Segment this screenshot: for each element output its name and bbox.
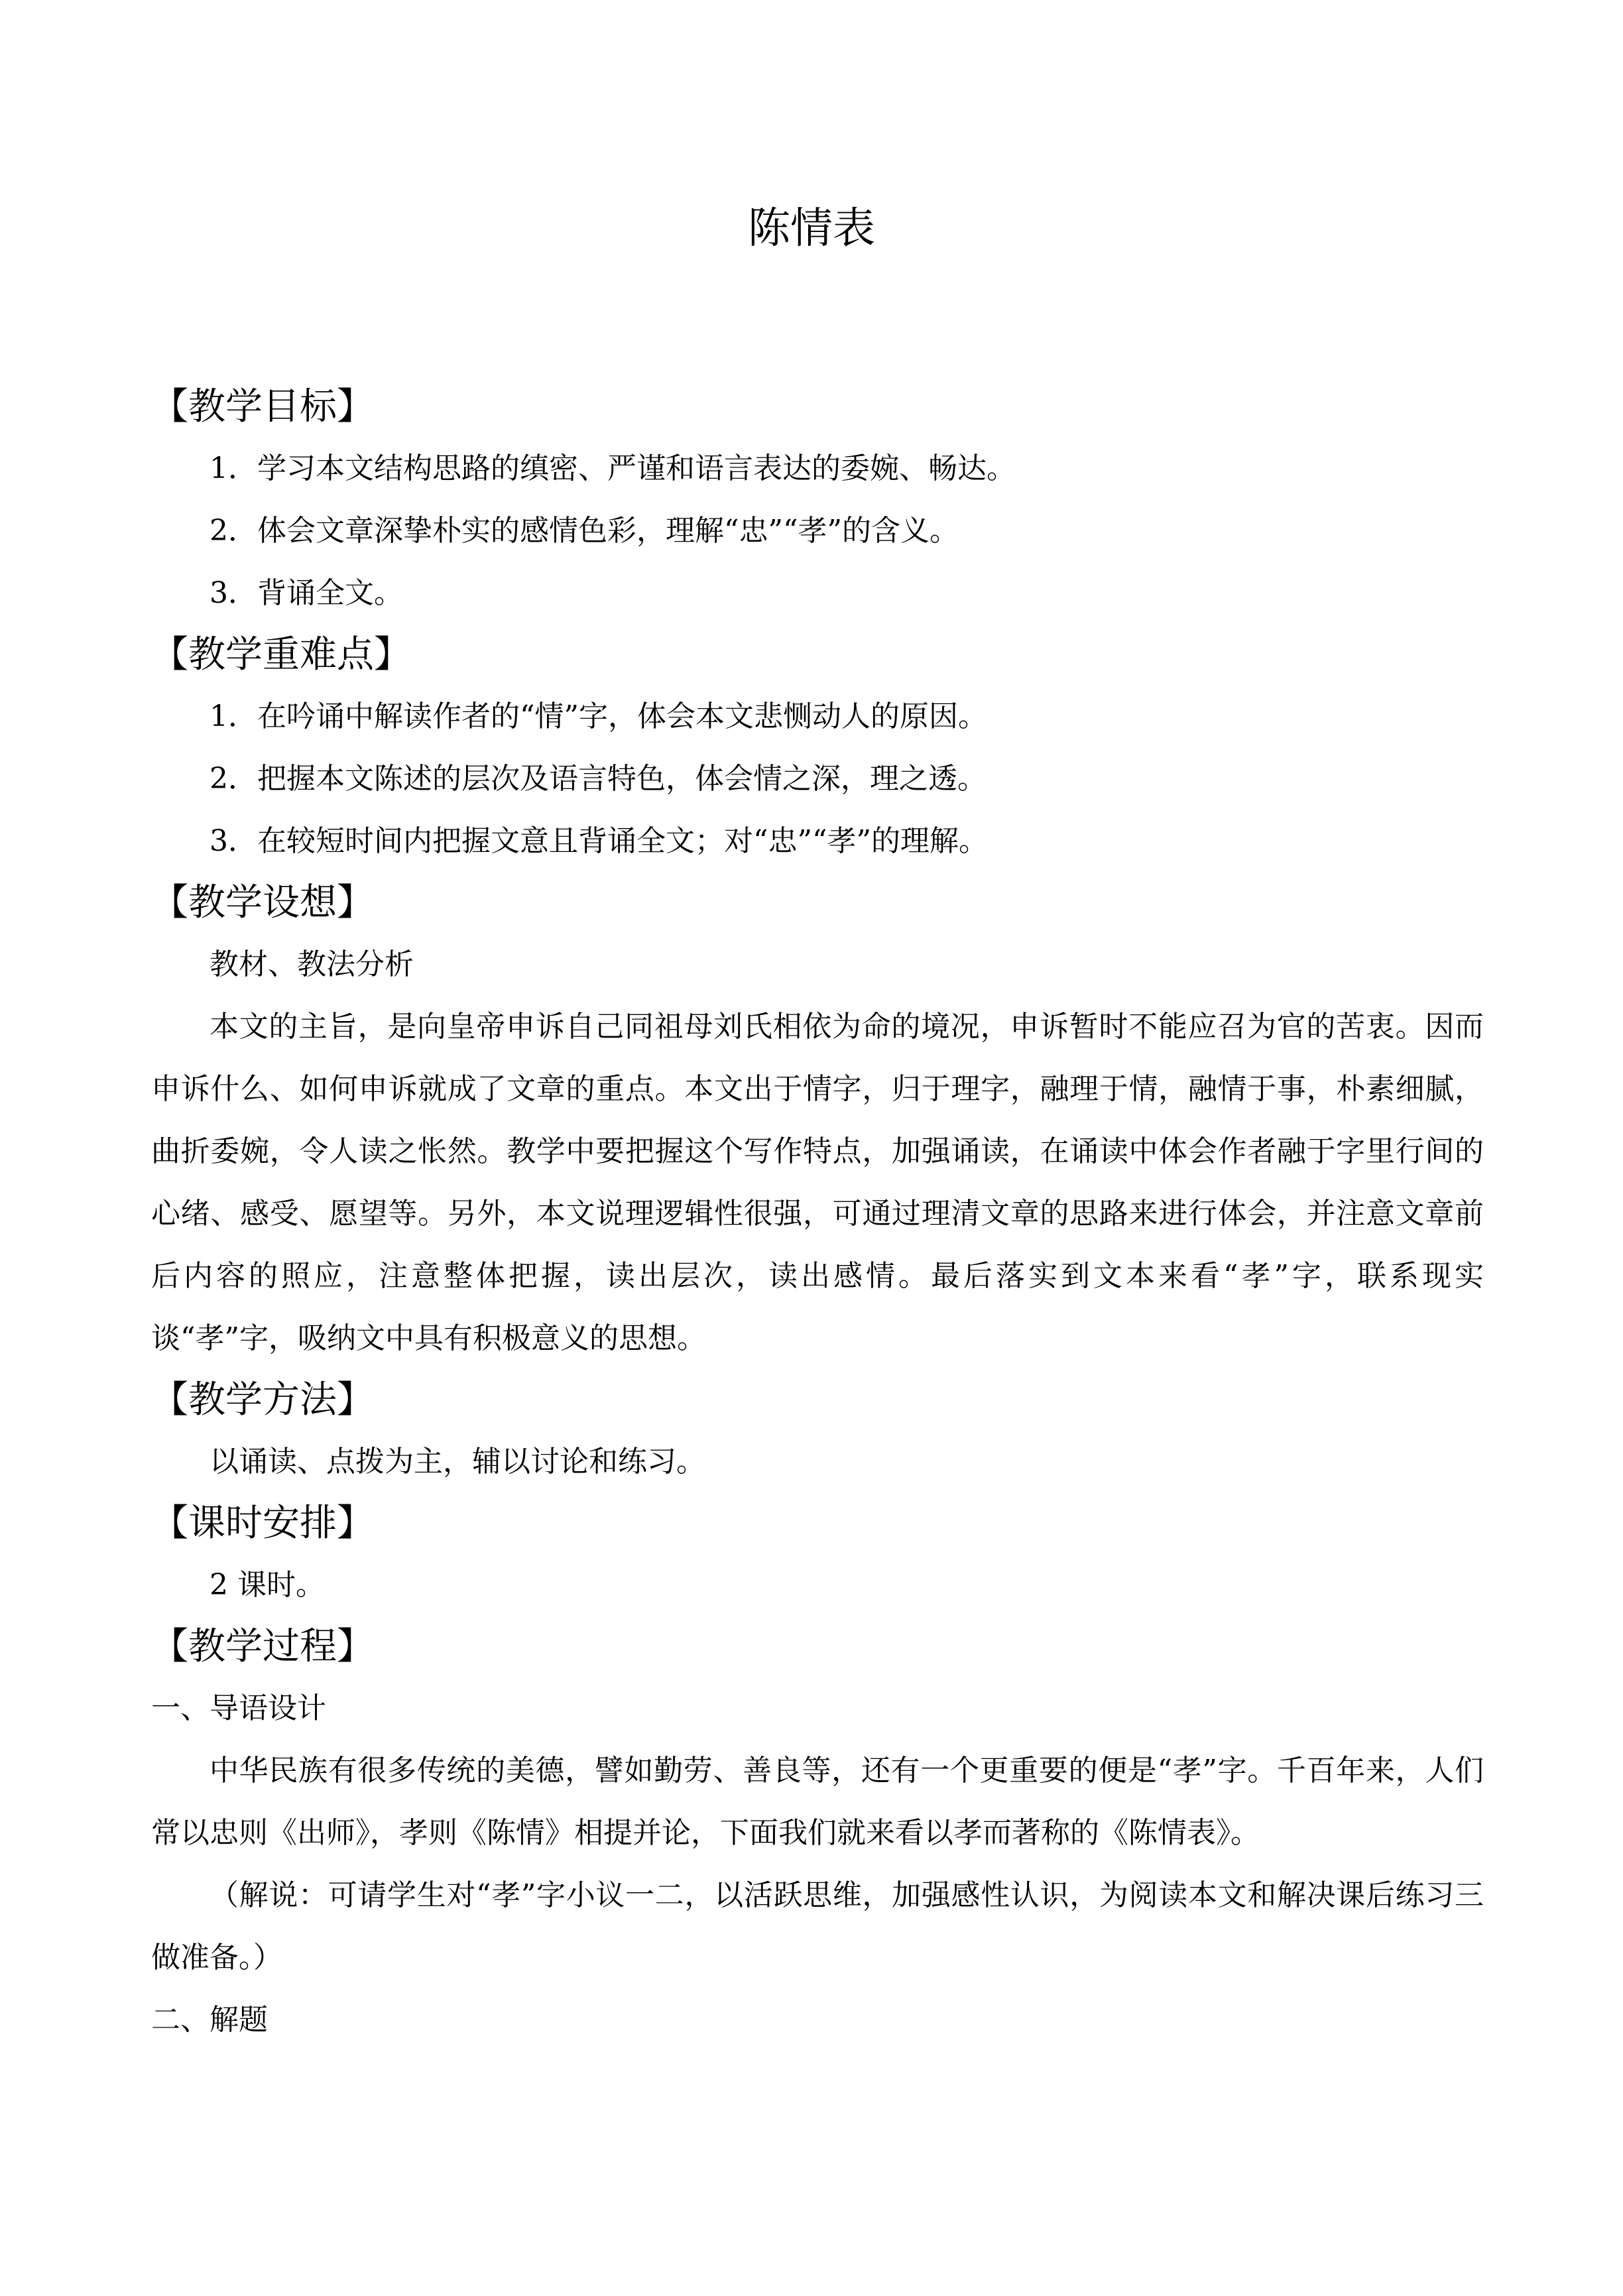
process-step-2-title: 二、解题: [151, 2003, 268, 2037]
section-heading-method: 【教学方法】: [151, 1378, 374, 1421]
process-step-1-title: 一、导语设计: [151, 1691, 326, 1725]
goal-item-1: 1．学习本文结构思路的缜密、严谨和语言表达的委婉、畅达。: [210, 452, 1016, 485]
section-heading-design: 【教学设想】: [151, 881, 374, 924]
process-step-1-paragraph: 中华民族有很多传统的美德，譬如勤劳、善良等，还有一个更重要的便是“孝”字。千百年来，人们常以忠则《出师》，孝则《陈情》相提并论，下面我们就来看以孝而著称的《陈情表》。: [151, 1754, 1484, 1850]
key-point-item-3: 3．在较短时间内把握文意且背诵全文；对“忠”“孝”的理解。: [210, 824, 988, 858]
section-heading-schedule: 【课时安排】: [151, 1502, 374, 1545]
method-text: 以诵读、点拨为主，辅以讨论和练习。: [210, 1445, 705, 1479]
document-body: [151, 377, 1484, 2051]
goal-item-2: 2．体会文章深挚朴实的感情色彩，理解“忠”“孝”的含义。: [210, 514, 959, 548]
key-point-item-1: 1．在吟诵中解读作者的“情”字，体会本文悲恻动人的原因。: [210, 699, 987, 733]
document-title: 陈情表: [748, 204, 875, 253]
goal-item-3: 3．背诵全文。: [210, 576, 403, 610]
schedule-text: 2 课时。: [210, 1568, 325, 1602]
process-step-1-note: （解说：可请学生对“孝”字小议一二，以活跃思维，加强感性认识，为阅读本文和解决课后练习三做准备。）: [151, 1878, 1484, 1974]
design-paragraph: 本文的主旨，是向皇帝申诉自己同祖母刘氏相依为命的境况，申诉暂时不能应召为官的苦衷。因而申诉什么、如何申诉就成了文章的重点。本文出于情字，归于理字，融理于情，融情于事，朴素细腻，曲折委婉，令人读之怅然。教学中要把握这个写作特点，加强诵读，在诵读中体会作者融于字里行间的心绪、感受、愿望等。另外，本文说理逻辑性很强，可通过理清文章的思路来进行体会，并注意文章前后内容的照应，注意整体把握，读出层次，读出感情。最后落实到文本来看“孝”字，联系现实谈“孝”字，吸纳文中具有积极意义的思想。: [151, 1010, 1484, 1355]
design-subheading: 教材、教法分析: [210, 947, 414, 981]
key-point-item-2: 2．把握本文陈述的层次及语言特色，体会情之深，理之透。: [210, 762, 987, 796]
section-heading-goals: 【教学目标】: [151, 385, 374, 428]
section-heading-key-points: 【教学重难点】: [151, 633, 411, 676]
section-heading-process: 【教学过程】: [151, 1625, 374, 1668]
